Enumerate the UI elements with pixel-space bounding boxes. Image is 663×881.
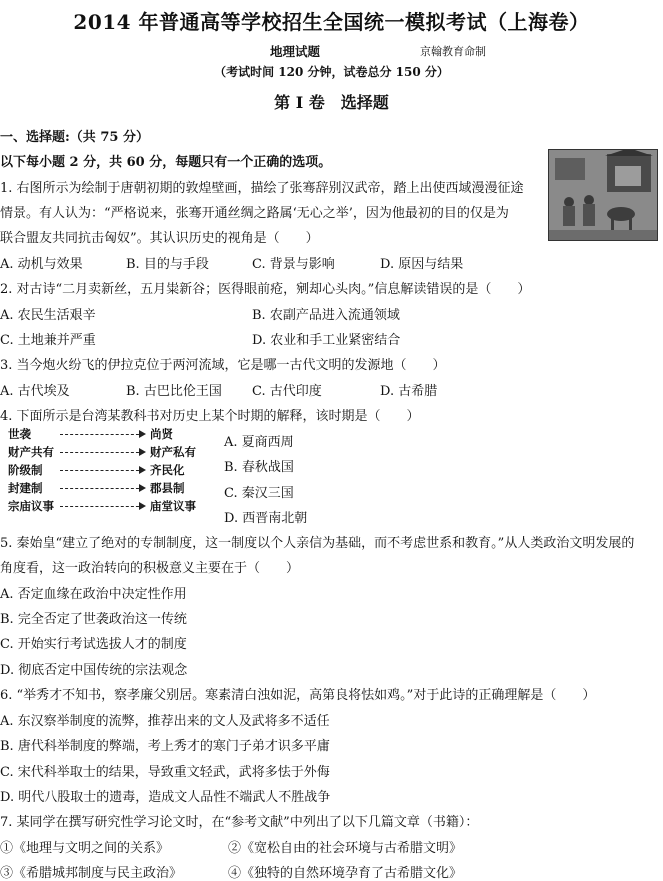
q3-stem: 3. 当今炮火纷飞的伊拉克位于两河流域，它是哪一古代文明的发源地（ ） [0,358,446,373]
diagram-from: 阶级制 [8,463,43,477]
section-instruction: 以下每小题 2 分，共 60 分，每题只有一个正确的选项。 [0,155,332,170]
q5-option-d: D. 彻底否定中国传统的宗法观念 [0,663,188,678]
diagram-row [8,462,208,480]
q7-item-4: ④《独特的自然环境孕育了古希腊文化》 [228,866,463,881]
diagram-from: 封建制 [8,481,43,495]
q1-option-b: B. 目的与手段 [126,257,209,272]
q2-option-a: A. 农民生活艰辛 [0,308,96,323]
diagram-row [8,444,208,462]
q2-option-c: C. 土地兼并严重 [0,333,96,348]
q7-item-2: ②《宽松自由的社会环境与古希腊文明》 [228,841,463,856]
q2-option-b: B. 农副产品进入流通领域 [252,308,400,323]
q2-option-d: D. 农业和手工业紧密结合 [252,333,401,348]
diagram-from: 世袭 [8,427,31,441]
q1-stem-line2: 情景。有人认为：“严格说来，张骞开通丝绸之路属‘无心之举’，因为他最初的目的仅是为 [0,206,509,221]
diagram-row [8,426,208,444]
q3-option-d: D. 古希腊 [380,384,438,399]
q3-option-c: C. 古代印度 [252,384,322,399]
exam-time-note: （考试时间 120 分钟，试卷总分 150 分） [214,65,449,79]
diagram-to: 尚贤 [150,427,173,441]
q4-option-b: B. 春秋战国 [224,460,294,475]
q7-item-1: ①《地理与文明之间的关系》 [0,841,170,856]
exam-title: 2014 年普通高等学校招生全国统一模拟考试（上海卷） [73,10,590,34]
part-heading: 第 I 卷 选择题 [274,93,389,112]
q3-option-b: B. 古巴比伦王国 [126,384,222,399]
q4-option-a: A. 夏商西周 [224,435,294,450]
q6-option-b: B. 唐代科举制度的弊端，考上秀才的寒门子弟才识多平庸 [0,739,330,754]
q6-option-c: C. 宋代科举取士的结果，导致重文轻武，武将多怯于外侮 [0,765,330,780]
q1-option-c: C. 背景与影响 [252,257,335,272]
diagram-to: 财产私有 [150,445,196,459]
q3-option-a: A. 古代埃及 [0,384,70,399]
q4-change-diagram [8,426,208,518]
diagram-from: 宗庙议事 [8,499,54,513]
q5-stem-line1: 5. 秦始皇“建立了绝对的专制制度，这一制度以个人亲信为基础，而不考虑世系和教育。”从人类政治文明发展的 [0,536,635,551]
q1-stem-line3: 联合盟友共同抗击匈奴”。其认识历史的视角是（ ） [0,231,319,246]
diagram-row [8,480,208,498]
q4-option-d: D. 西晋南北朝 [224,511,308,526]
diagram-to: 庙堂议事 [150,499,196,513]
q4-option-c: C. 秦汉三国 [224,486,294,501]
arrow-icon [60,488,144,489]
section-heading: 一、选择题:（共 75 分） [0,130,149,145]
q6-stem: 6. “举秀才不知书，察孝廉父别居。寒素清白浊如泥，高第良将怯如鸡。”对于此诗的正确理解是（ ） [0,688,596,703]
q5-stem-line2: 角度看，这一政治转向的积极意义主要在于（ ） [0,561,300,576]
arrow-icon [60,506,144,507]
q5-option-a: A. 否定血缘在政治中决定性作用 [0,587,187,602]
diagram-to: 郡县制 [150,481,185,495]
q6-option-a: A. 东汉察举制度的流弊，推荐出来的文人及武将多不适任 [0,714,330,729]
q7-stem: 7. 某同学在撰写研究性学习论文时，在“参考文献”中列出了以下几篇文章（书籍）： [0,815,479,830]
arrow-icon [60,470,144,471]
publisher-label: 京翰教育命制 [420,45,486,58]
diagram-row [8,498,208,516]
q6-option-d: D. 明代八股取士的遗毒，造成文人品性不端武人不胜战争 [0,790,331,805]
diagram-from: 财产共有 [8,445,54,459]
dunhuang-mural-image [548,149,658,241]
subject-label: 地理试题 [270,44,321,59]
q7-item-3: ③《希腊城邦制度与民主政治》 [0,866,183,881]
q5-option-b: B. 完全否定了世袭政治这一传统 [0,612,187,627]
q4-stem: 4. 下面所示是台湾某教科书对历史上某个时期的解释，该时期是（ ） [0,409,420,424]
q1-stem-line1: 1. 右图所示为绘制于唐朝初期的敦煌壁画，描绘了张骞辞别汉武帝，踏上出使西域漫漫征途 [0,181,524,196]
arrow-icon [60,434,144,435]
q2-stem: 2. 对古诗“二月卖新丝，五月粜新谷；医得眼前疮，剜却心头肉。”信息解读错误的是（ ） [0,282,531,297]
q1-option-a: A. 动机与效果 [0,257,83,272]
diagram-to: 齐民化 [150,463,185,477]
q5-option-c: C. 开始实行考试选拔人才的制度 [0,637,187,652]
q1-option-d: D. 原因与结果 [380,257,464,272]
arrow-icon [60,452,144,453]
